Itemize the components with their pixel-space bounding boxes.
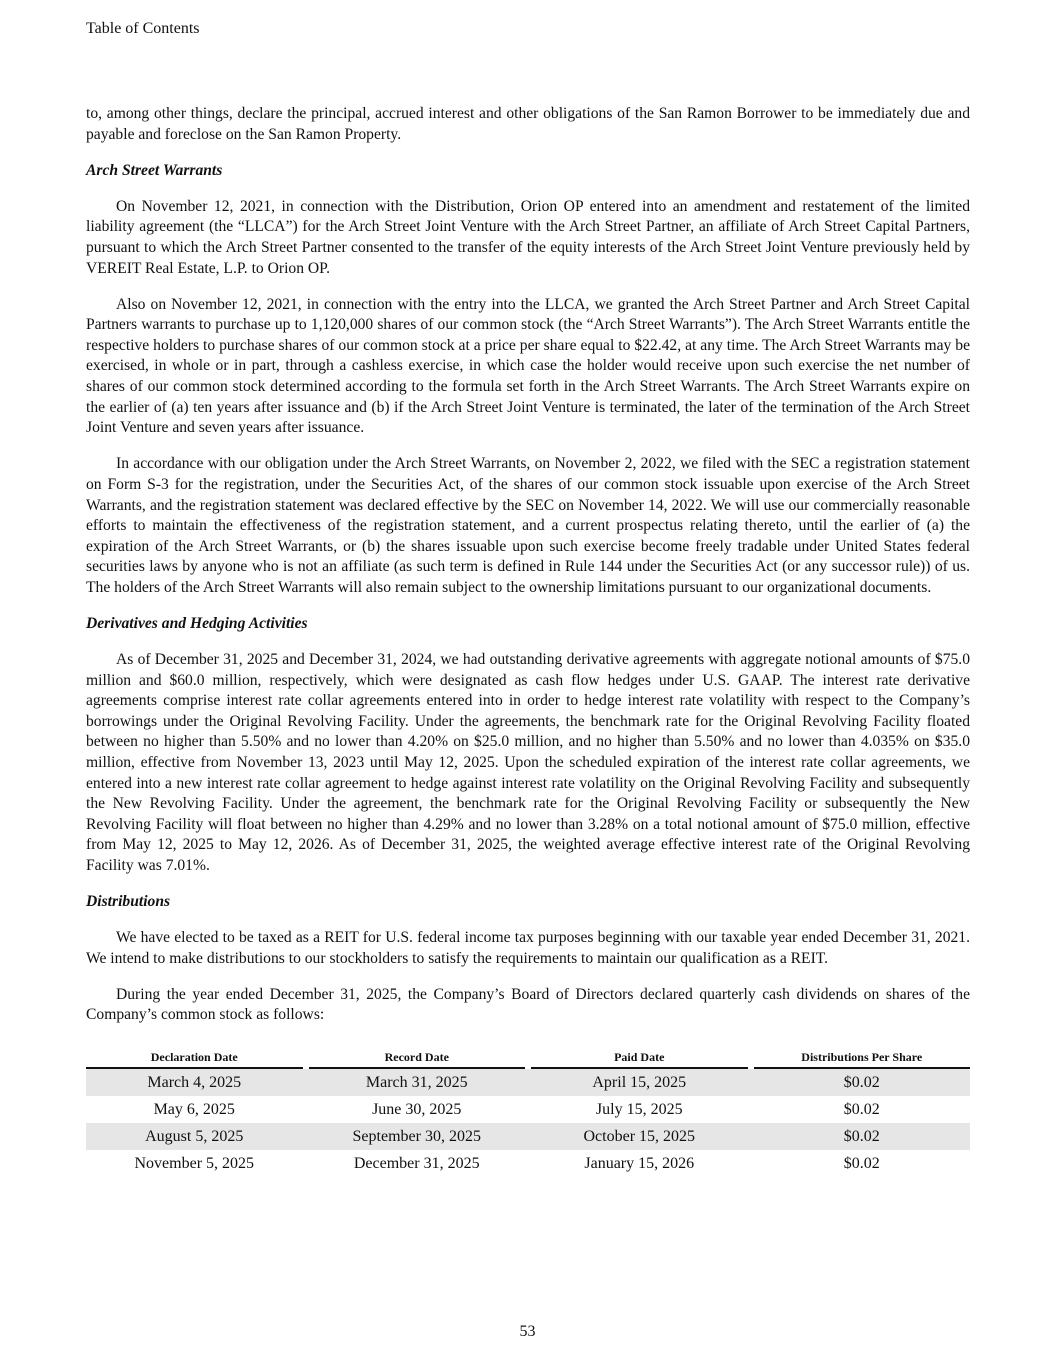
- paragraph-llca: On November 12, 2021, in connection with the Distribution, Orion OP entered into an amendment and restatement of the limited liability agreement (the “LLCA”) for the Arch Street Joint Venture with the Arch Street Partner, an affiliate of Arch Street Capital Partners, pursuant to which the Arch Street Partner consented to the transfer of the equity interests of the Arch Street Joint Venture previously held by VEREIT Real Estate, L.P. to Orion OP.: [86, 197, 970, 277]
- table-row: [86, 1150, 970, 1177]
- declaration-date-cell: November 5, 2025: [134, 1154, 255, 1172]
- per-share-cell: $0.02: [843, 1100, 880, 1118]
- paid-date-cell: October 15, 2025: [531, 1123, 748, 1150]
- paid-date-cell: April 15, 2025: [531, 1069, 748, 1096]
- heading-distributions: Distributions: [86, 893, 171, 911]
- paid-date-cell: January 15, 2026: [584, 1154, 695, 1172]
- table-row: [86, 1069, 970, 1096]
- table-header-row: [86, 1050, 970, 1069]
- per-share-cell: $0.02: [754, 1123, 971, 1150]
- heading-arch-street-warrants: Arch Street Warrants: [86, 161, 223, 179]
- record-date-cell: December 31, 2025: [353, 1154, 480, 1172]
- record-date-cell: September 30, 2025: [309, 1123, 526, 1150]
- column-header-paid-date: Paid Date: [531, 1050, 748, 1069]
- declaration-date-cell: March 4, 2025: [86, 1069, 303, 1096]
- column-header-record-date: Record Date: [309, 1050, 526, 1069]
- table-of-contents-link[interactable]: Table of Contents: [86, 20, 200, 37]
- column-header-distributions-per-share: Distributions Per Share: [754, 1050, 971, 1069]
- declaration-date-cell: May 6, 2025: [153, 1100, 235, 1118]
- paragraph-dividends-declared: During the year ended December 31, 2025, the Company’s Board of Directors declared quarterly cash dividends on shares of the Company’s common stock as follows:: [86, 985, 970, 1024]
- table-row: [86, 1123, 970, 1150]
- record-date-cell: March 31, 2025: [309, 1069, 526, 1096]
- declaration-date-cell: August 5, 2025: [86, 1123, 303, 1150]
- paid-date-cell: July 15, 2025: [595, 1100, 683, 1118]
- column-header-declaration-date: Declaration Date: [86, 1050, 303, 1069]
- heading-derivatives-hedging: Derivatives and Hedging Activities: [86, 614, 308, 632]
- paragraph-reit-election: We have elected to be taxed as a REIT for U.S. federal income tax purposes beginning with our taxable year ended December 31, 2021. We intend to make distributions to our stockholders to satisfy the requirements to maintain our qualification as a REIT.: [86, 929, 970, 967]
- paragraph-derivatives: As of December 31, 2025 and December 31, 2024, we had outstanding derivative agreements with aggregate notional amounts of $75.0 million and $60.0 million, respectively, which were designated as cash flow hedges under U.S. GAAP. The interest rate derivative agreements comprise interest rate collar agreements entered into in order to hedge interest rate volatility with respect to the Company’s borrowings under the Original Revolving Facility. Under the agreements, the benchmark rate for the Original Revolving Facility floated between no higher than 5.50% and no lower than 4.20% on $25.0 million, and no higher than 5.50% and no lower than 4.035% on $35.0 million, effective from November 13, 2023 until May 12, 2025. Upon the scheduled expiration of the interest rate collar agreements, we entered into a new interest rate collar agreement to hedge against interest rate volatility on the Original Revolving Facility and subsequently the New Revolving Facility. Under the agreement, the benchmark rate for the Original Revolving Facility or subsequently the New Revolving Facility will float between no higher than 4.29% and no lower than 3.28% on a total notional amount of $75.0 million, effective from May 12, 2025 to May 12, 2026. As of December 31, 2025, the weighted average effective interest rate of the Original Revolving Facility was 7.01%.: [86, 651, 970, 874]
- per-share-cell: $0.02: [843, 1154, 880, 1172]
- per-share-cell: $0.02: [754, 1069, 971, 1096]
- paragraph-warrants-grant: Also on November 12, 2021, in connection with the entry into the LLCA, we granted the Arch Street Partner and Arch Street Capital Partners warrants to purchase up to 1,120,000 shares of our common stock (the “Arch Street Warrants”). The Arch Street Warrants entitle the respective holders to purchase shares of our common stock at a price per share equal to $22.42, at any time. The Arch Street Warrants may be exercised, in whole or in part, through a cashless exercise, in which case the holder would receive upon such exercise the net number of shares of our common stock determined according to the formula set forth in the Arch Street Warrants. The Arch Street Warrants expire on the earlier of (a) ten years after issuance and (b) if the Arch Street Joint Venture is terminated, the later of the termination of the Arch Street Joint Venture and seven years after issuance.: [86, 295, 970, 437]
- paragraph-registration: In accordance with our obligation under the Arch Street Warrants, on November 2, 2022, we filed with the SEC a registration statement on Form S-3 for the registration, under the Securities Act, of the shares of our common stock issuable upon exercise of the Arch Street Warrants, and the registration statement was declared effective by the SEC on November 14, 2022. We will use our commercially reasonable efforts to maintain the effectiveness of the registration statement, and a current prospectus relating thereto, until the earlier of (a) the expiration of the Arch Street Warrants, or (b) the shares issuable upon such exercise become freely tradable under United States federal securities laws by anyone who is not an affiliate (as such term is defined in Rule 144 under the Securities Act (or any successor rule)) of us. The holders of the Arch Street Warrants will also remain subject to the ownership limitations pursuant to our organizational documents.: [86, 455, 970, 596]
- page-content: [86, 104, 970, 1177]
- intro-continuation-paragraph: to, among other things, declare the principal, accrued interest and other obligations of the San Ramon Borrower to be immediately due and payable and foreclose on the San Ramon Property.: [86, 105, 970, 143]
- distributions-table: [80, 1050, 976, 1177]
- page-number: 53: [519, 1323, 536, 1340]
- record-date-cell: June 30, 2025: [372, 1100, 462, 1118]
- table-row: [86, 1096, 970, 1123]
